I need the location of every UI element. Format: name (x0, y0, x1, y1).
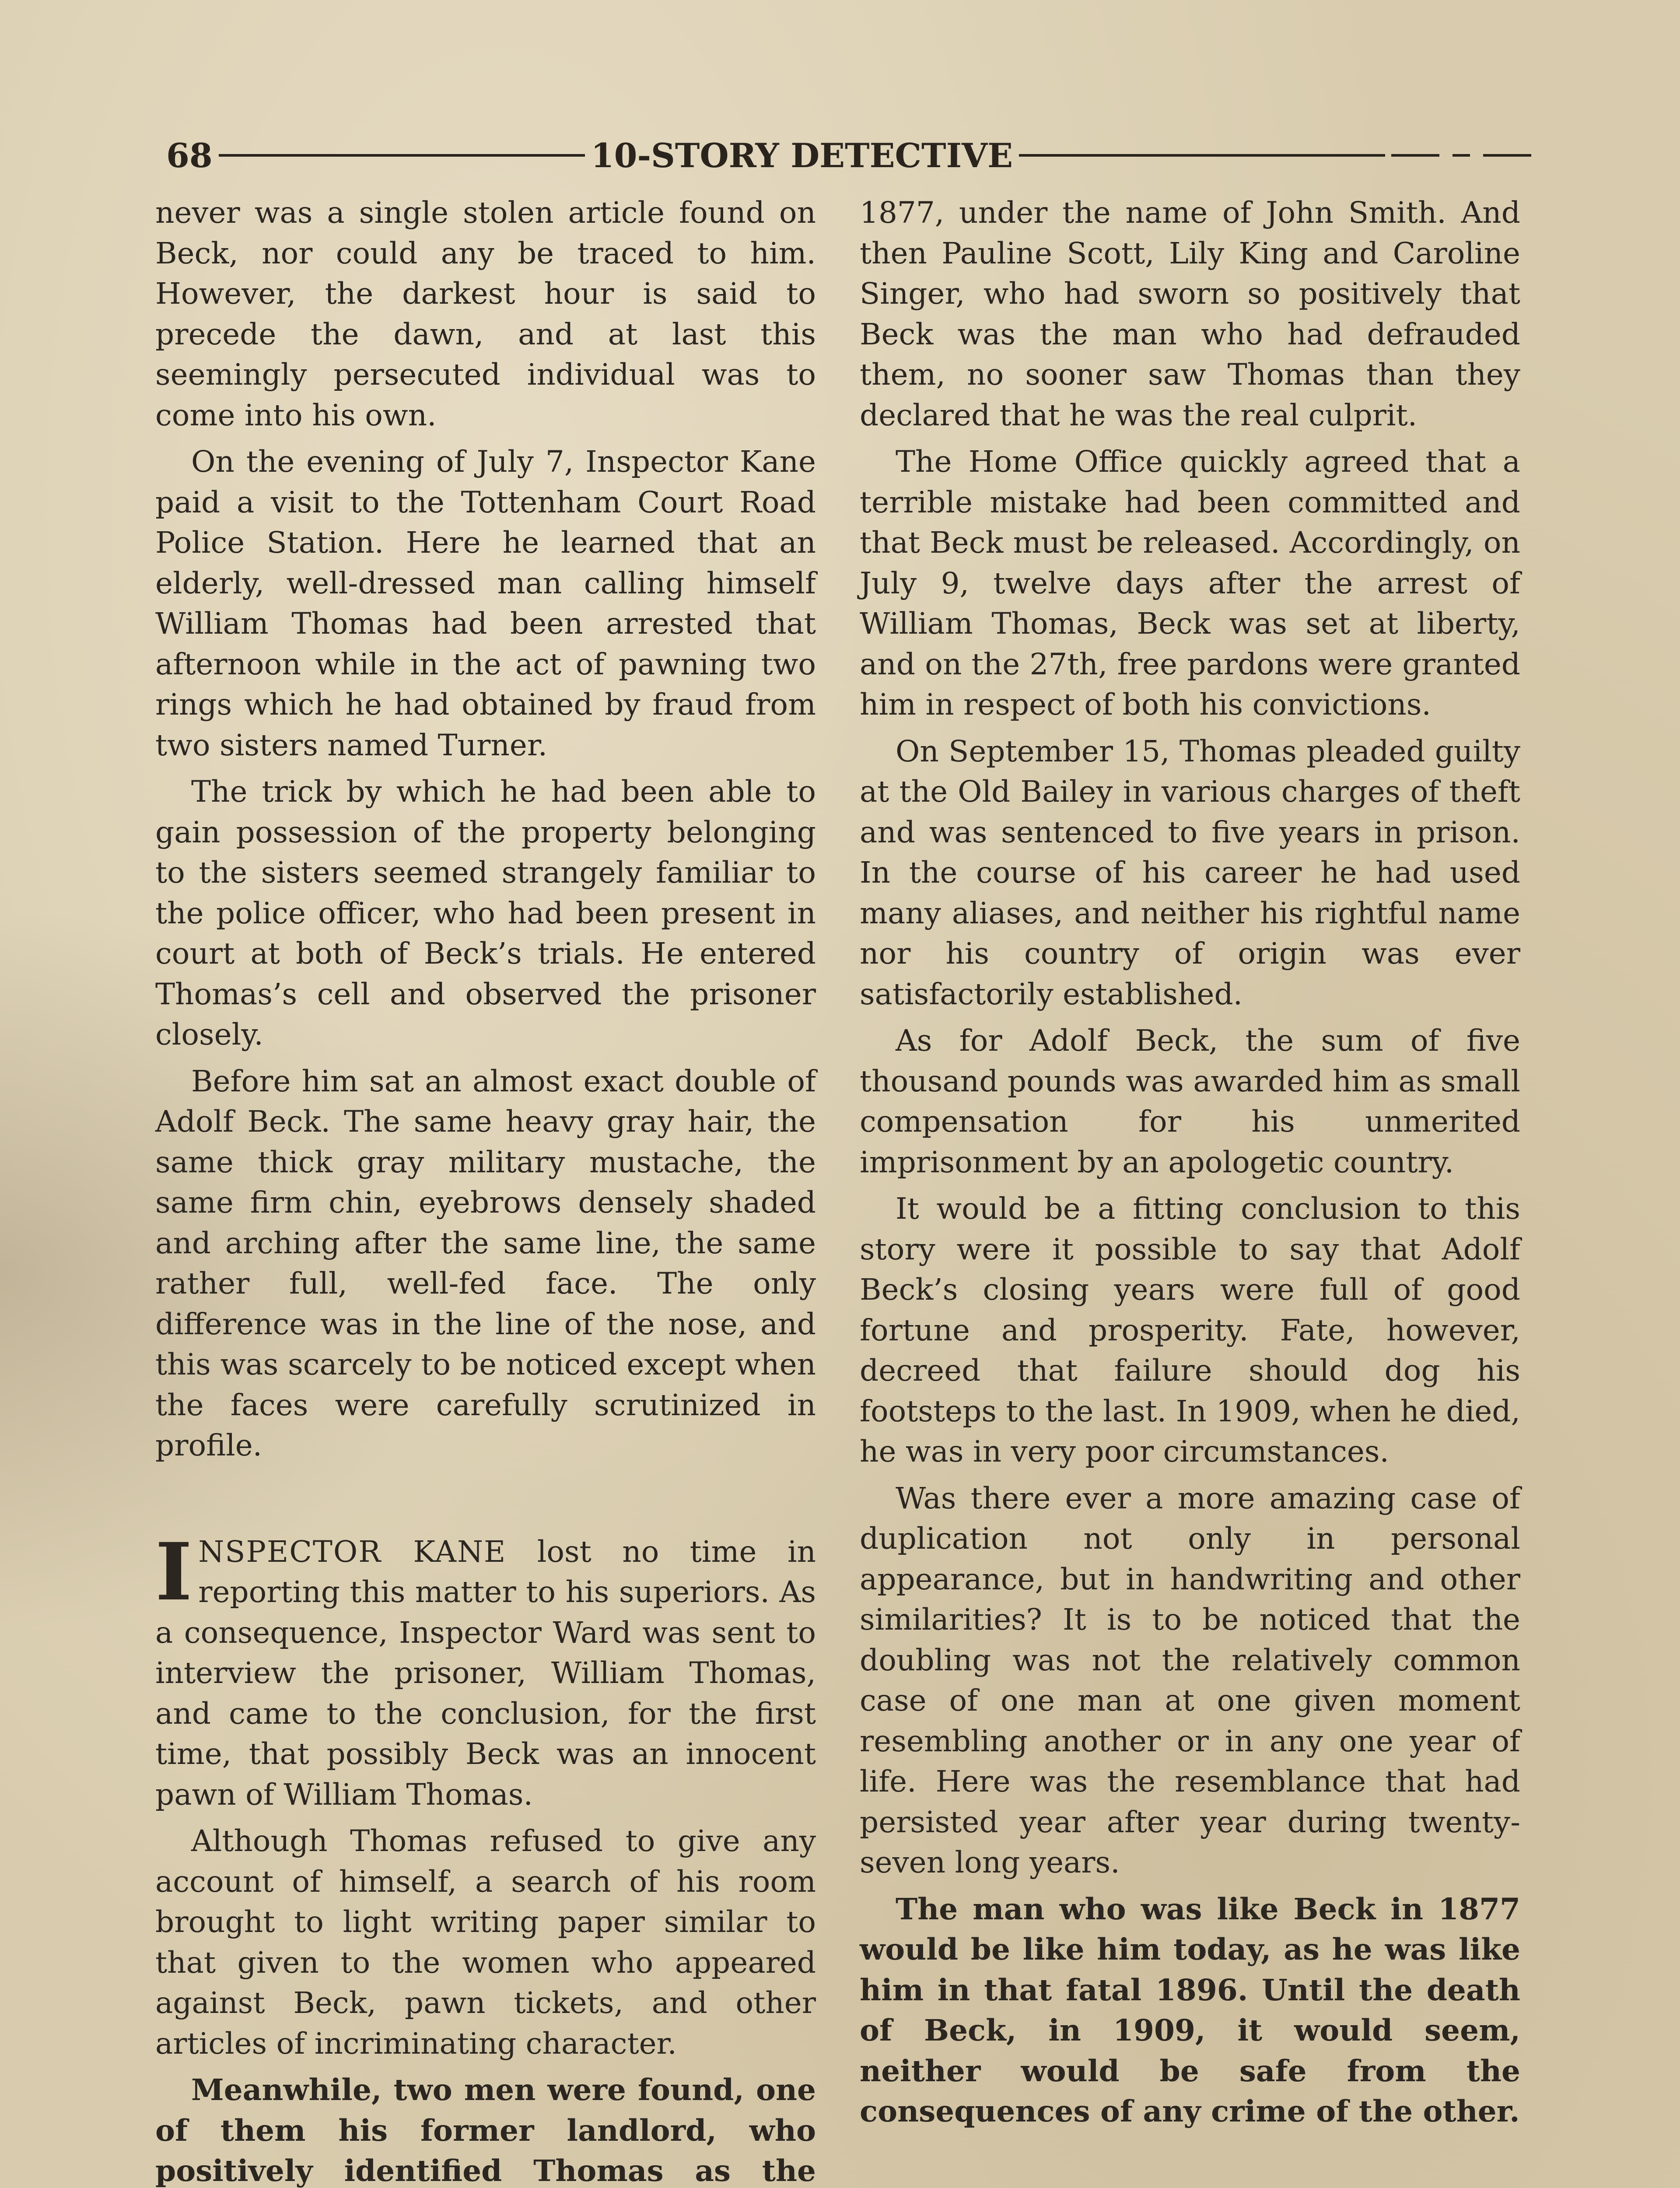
drop-cap: I (155, 1525, 192, 1618)
paragraph: It would be a fitting conclusion to this story were it possible to say that Adolf Beck’s closing years were full of good fortune and prosperity. Fate, however, decreed that failure should dog his footsteps to the last. In 1909, when he died, he was in very poor circumstances. (860, 1191, 1520, 1469)
paragraph: As for Adolf Beck, the sum of five thousand pounds was awarded him as small compensation for his unmerited imprisonment by an apologetic country. (860, 1023, 1520, 1179)
page-header (166, 131, 1531, 179)
header-rule-right (1019, 154, 1385, 157)
header-dashes (1391, 154, 1531, 157)
lead-in-smallcaps: NSPECTOR KANE (198, 1534, 507, 1569)
paragraph: The Home Office quickly agreed that a terrible mistake had been committed and that Beck must be released. Accordingly, on July 9, twelve days after the arrest of William Thomas, Beck was set at liberty, and on the 27th, free pardons were granted him in respect of both his convictions. (860, 444, 1520, 722)
header-dash (1483, 154, 1531, 157)
header-dash (1391, 154, 1439, 157)
magazine-title: 10-STORY DETECTIVE (591, 136, 1013, 175)
paragraph: On the evening of July 7, Inspector Kane paid a visit to the Tottenham Court Road Police Station. Here he learned that an elderly, well-dressed man calling himself William Thomas had been arrested that afternoon while in the act of pawning two rings which he had obtained by fraud from two sisters named Turner. (155, 444, 816, 762)
paragraph: Before him sat an almost exact double of Adolf Beck. The same heavy gray hair, the same thick gray military mustache, the same firm chin, eyebrows densely shaded and arching after the same line, the same rather full, well-fed face. The only difference was in the line of the nose, and this was scarcely to be noticed except when the faces were carefully scrutinized in profile. (155, 1063, 816, 1462)
paragraph: 1877, under the name of John Smith. And then Pauline Scott, Lily King and Caroline Singer, who had sworn so positively that Beck was the man who had defrauded them, no sooner saw Thomas than they declared that he was the real culprit. (860, 195, 1520, 432)
paragraph: On September 15, Thomas pleaded guilty at the Old Bailey in various charges of theft and was sentenced to five years in prison. In the course of his career he had used many aliases, and neither his rightful name nor his country of origin was ever satisfactorily established. (860, 733, 1520, 1011)
right-column (860, 193, 1520, 2138)
paragraph: never was a single stolen article found on Beck, nor could any be traced to him. However, the darkest hour is said to precede the dawn, and at last this seemingly persecuted individual was to come into his own. (155, 195, 816, 432)
paragraph: Although Thomas refused to give any account of himself, a search of his room brought to light writing paper similar to that given to the women who appeared against Beck, pawn tickets, and other articles of incriminating character. (155, 1823, 816, 2061)
header-dash (1452, 154, 1470, 157)
left-column (155, 193, 816, 2188)
paragraph: The trick by which he had been able to gain possession of the property belonging to the sisters seemed strangely familiar to the police officer, who had been present in court at both of Beck’s trials. He entered Thomas’s cell and observed the prisoner closely. (155, 774, 816, 1052)
paragraph: The man who was like Beck in 1877 would be like him today, as he was like him in that fatal 1896. Until the death of Beck, in 1909, it would seem, neither would be safe from the consequences of any crime of the other. (860, 1891, 1520, 2128)
section-paragraph (155, 1525, 816, 1815)
header-rule-left (219, 154, 585, 157)
paragraph: Meanwhile, two men were found, one of them his former landlord, who positively identified Thomas as the (155, 2072, 816, 2188)
paragraph-text: lost no time in reporting this matter to his superiors. As a consequence, Inspector Ward was sent to interview the prisoner, William Thomas, and came to the conclusion, for the first time, that possibly Beck was an innocent pawn of William Thomas. (155, 1534, 816, 1812)
page-number: 68 (166, 136, 213, 175)
paragraph: Was there ever a more amazing case of duplication not only in personal appearance, but in handwriting and other similarities? It is to be noticed that the doubling was not the relatively common case of one man at one given moment resembling another or in any one year of life. Here was the resemblance that had persisted year after year during twenty-seven long years. (860, 1480, 1520, 1879)
